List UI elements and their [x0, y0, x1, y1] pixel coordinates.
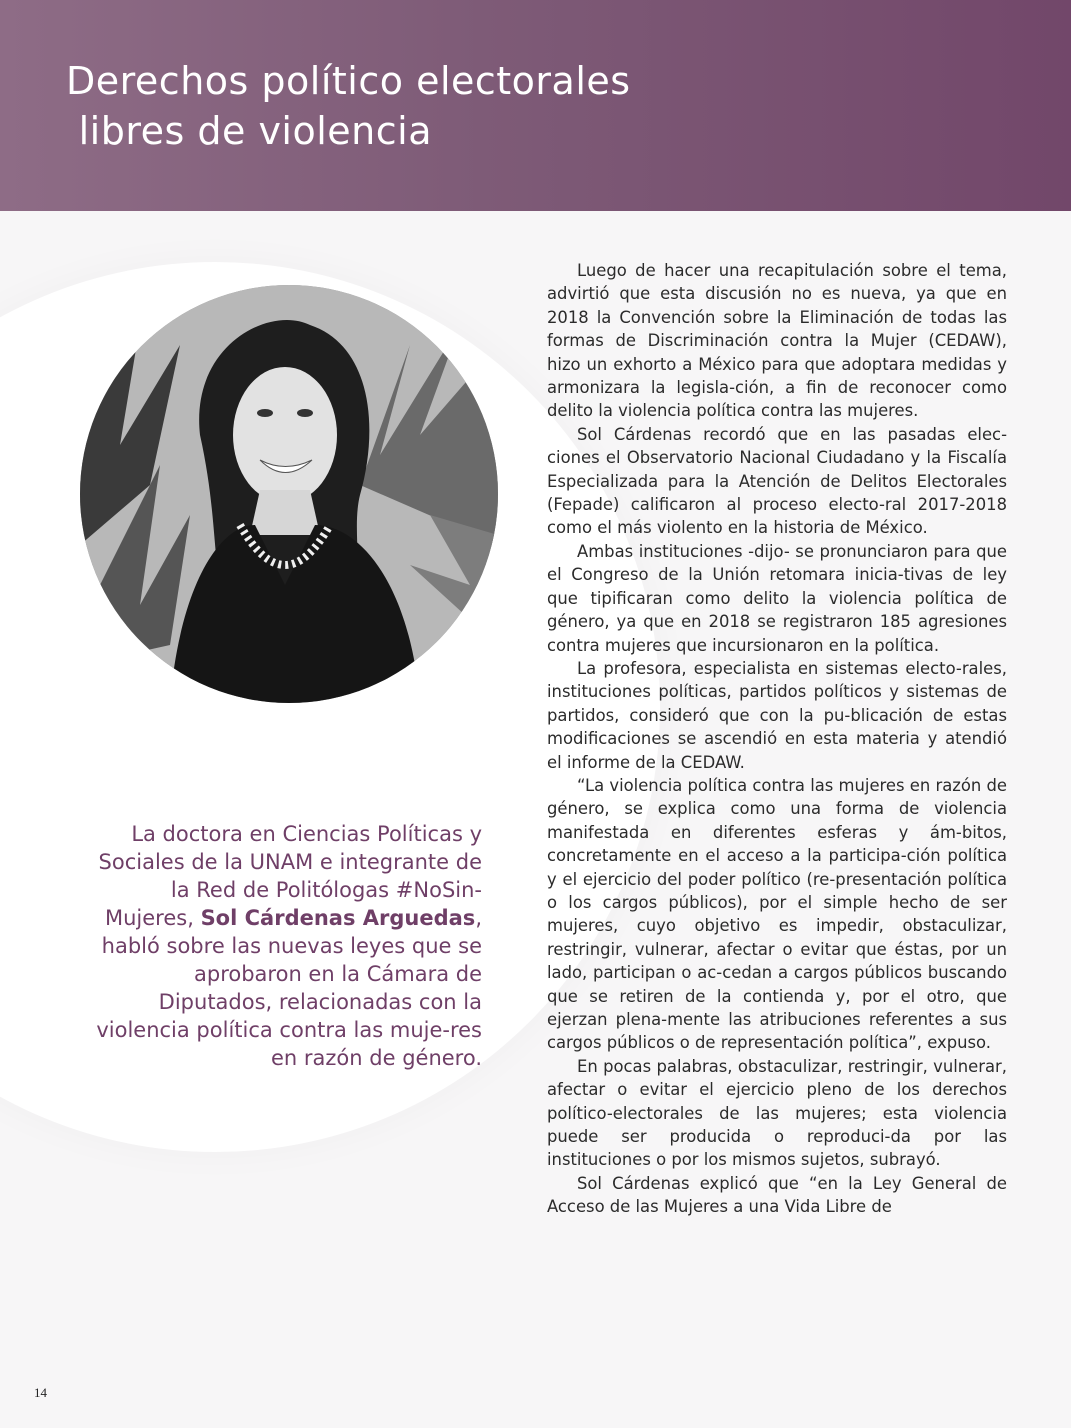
- article-body: [547, 259, 1007, 1219]
- title-line-2: libres de violencia: [66, 109, 432, 153]
- portrait-photo: [80, 285, 498, 703]
- portrait-illustration: [80, 285, 498, 703]
- lead-highlight-name: Sol Cárdenas Arguedas: [200, 906, 476, 930]
- article-paragraph: Sol Cárdenas recordó que en las pasadas elec-ciones el Observatorio Nacional Ciudadano y la Fiscalía Especializada para la Atención de Delitos Electorales (Fepade) calificaron al proceso electo-ral 2017-2018 como el más violento en la historia de México.: [547, 424, 1007, 538]
- lead-text-start: La doctora en Ciencias Políticas y Sociales de la UNAM e integrante de la Red de Politólogas #NoSin-Mujeres,: [98, 822, 482, 930]
- article-paragraph: La profesora, especialista en sistemas electo-rales, instituciones políticas, partidos políticos y sistemas de partidos, consideró que con la pu-blicación de estas modificaciones se ascendió en esta materia y atendió el informe de la CEDAW.: [547, 658, 1007, 772]
- lead-text-end: , habló sobre las nuevas leyes que se aprobaron en la Cámara de Diputados, relacionadas con la violencia política contra las muje-res en razón de género.: [96, 906, 482, 1070]
- page-title: [66, 56, 631, 156]
- article-paragraph: Luego de hacer una recapitulación sobre el tema, advirtió que esta discusión no es nueva, ya que en 2018 la Convención sobre la Eliminación de todas las formas de Discriminación contra la Mujer (CEDAW), hizo un exhorto a México para que adoptara medidas y armonizara la legisla-ción, a fin de reconocer como delito la violencia política contra las mujeres.: [547, 261, 1007, 421]
- article-paragraph: “La violencia política contra las mujeres en razón de género, se explica como una forma de violencia manifestada en diferentes esferas y ám-bitos, concretamente en el acceso a la participa-ción política y el ejercicio del poder político (re-presentación política o los cargos públicos), por el simple hecho de ser mujeres, cuyo objetivo es impedir, obstaculizar, restringir, vulnerar, afectar o evitar que éstas, por un lado, participan o ac-cedan a cargos públicos buscando que se retiren de la contienda y, por el otro, que ejerzan plena-mente las atribuciones referentes a sus cargos públicos o de representación política”, expuso.: [547, 775, 1007, 1053]
- title-line-1: Derechos político electorales: [66, 59, 631, 103]
- article-paragraph: En pocas palabras, obstaculizar, restringir, vulnerar, afectar o evitar el ejercicio pleno de los derechos político-electorales de las mujeres; esta violencia puede ser producida o reproduci-da por las instituciones o por los mismos sujetos, subrayó.: [547, 1056, 1007, 1170]
- article-paragraph: Ambas instituciones -dijo- se pronunciaron para que el Congreso de la Unión retomara inicia-tivas de ley que tipificaran como delito la violencia política de género, ya que en 2018 se registraron 185 agresiones contra mujeres que incursionaron en la política.: [547, 541, 1007, 655]
- article-paragraph: Sol Cárdenas explicó que “en la Ley General de Acceso de las Mujeres a una Vida Libre de: [547, 1173, 1007, 1217]
- page-number: 14: [34, 1385, 47, 1400]
- header-banner: [0, 0, 1071, 211]
- lead-paragraph: [90, 820, 482, 1072]
